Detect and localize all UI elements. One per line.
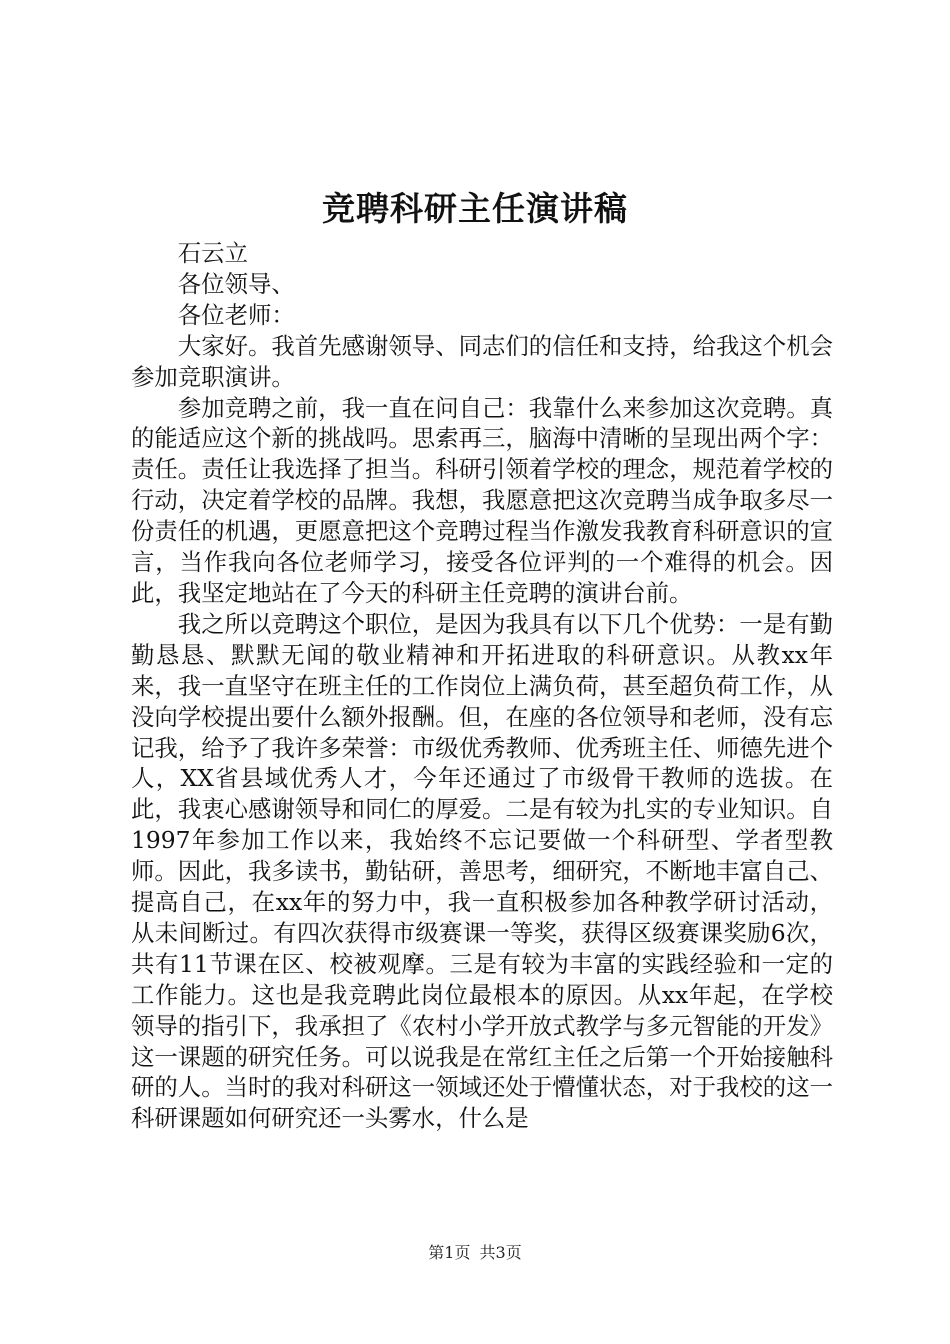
page-total: 共3页 bbox=[479, 1243, 522, 1262]
author-line: 石云立 bbox=[177, 239, 248, 267]
salutation-leaders: 各位领导、 bbox=[177, 269, 295, 298]
paragraph-greeting: 大家好。我首先感谢领导、同志们的信任和支持，给我这个机会参加竞职演讲。 bbox=[131, 331, 833, 391]
paragraph-motivation: 参加竞聘之前，我一直在问自己：我靠什么来参加这次竞聘。真的能适应这个新的挑战吗。思索再三，脑海中清晰的呈现出两个字：责任。责任让我选择了担当。科研引领着学校的理念，规范着学校的行动，决定着学校的品牌。我想，我愿意把这次竞聘当成争取多尽一份责任的机遇，更愿意把这个竞聘过程当作激发我教育科研意识的宣言，当作我向各位老师学习，接受各位评判的一个难得的机会。因此，我坚定地站在了今天的科研主任竞聘的演讲台前。 bbox=[131, 393, 833, 607]
salutation-teachers: 各位老师： bbox=[177, 300, 295, 329]
page-number: 第1页 bbox=[428, 1243, 471, 1262]
page-footer bbox=[0, 1242, 950, 1264]
page-title: 竞聘科研主任演讲稿 bbox=[322, 189, 628, 228]
document-body bbox=[131, 238, 833, 1134]
paragraph-advantages: 我之所以竞聘这个职位，是因为我具有以下几个优势：一是有勤勤恳恳、默默无闻的敬业精神和开拓进取的科研意识。从教xx年来，我一直坚守在班主任的工作岗位上满负荷，甚至超负荷工作，从没向学校提出要什么额外报酬。但，在座的各位领导和老师，没有忘记我，给予了我许多荣誉：市级优秀教师、优秀班主任、师德先进个人，XX省县域优秀人才，今年还通过了市级骨干教师的选拔。在此，我衷心感谢领导和同仁的厚爱。二是有较为扎实的专业知识。自1997年参加工作以来，我始终不忘记要做一个科研型、学者型教师。因此，我多读书，勤钻研，善思考，细研究，不断地丰富自己、提高自己，在xx年的努力中，我一直积极参加各种教学研讨活动，从未间断过。有四次获得市级赛课一等奖，获得区级赛课奖励6次，共有11节课在区、校被观摩。三是有较为丰富的实践经验和一定的工作能力。这也是我竞聘此岗位最根本的原因。从xx年起，在学校领导的指引下，我承担了《农村小学开放式教学与多元智能的开发》这一课题的研究任务。可以说我是在常红主任之后第一个开始接触科研的人。当时的我对科研这一领域还处于懵懂状态，对于我校的这一科研课题如何研究还一头雾水，什么是 bbox=[131, 609, 833, 1133]
